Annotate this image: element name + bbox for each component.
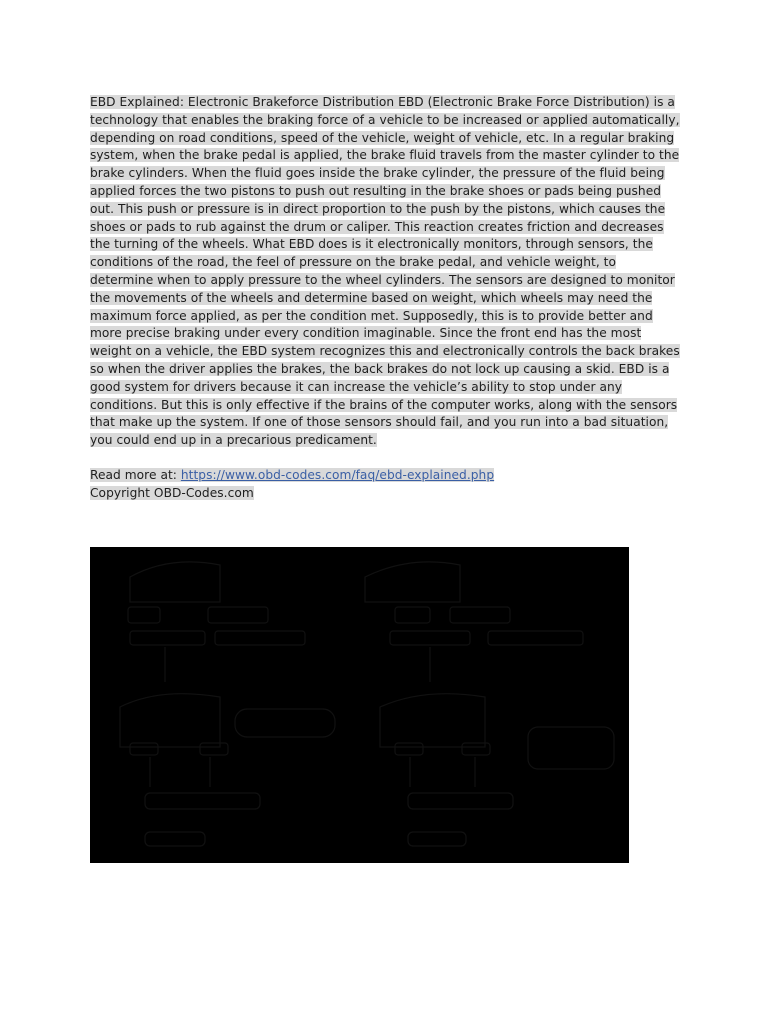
article [90,94,680,503]
diagram-faint-outline [90,547,629,863]
copyright-line [90,485,680,503]
read-more-label: Read more at: [90,467,181,482]
read-more-line [90,467,680,485]
copyright-text: Copyright OBD-Codes.com [90,485,254,500]
read-more-link[interactable]: https://www.obd-codes.com/faq/ebd-explained.php [180,467,495,482]
source-block [90,467,680,503]
article-body [90,94,680,450]
ebd-diagram-image [90,547,629,863]
article-body-text: EBD Explained: Electronic Brakeforce Distribution EBD (Electronic Brake Force Distribution) is a technology that enables the braking force of a vehicle to be increased or applied automatically, depending on road conditions, speed of the vehicle, weight of vehicle, etc. In a regular braking system, when the brake pedal is applied, the brake fluid travels from the master cylinder to the brake cylinders. When the fluid goes inside the brake cylinder, the pressure of the fluid being applied forces the two pistons to push out resulting in the brake shoes or pads being pushed out. This push or pressure is in direct proportion to the push by the pistons, which causes the shoes or pads to rub against the drum or caliper. This reaction creates friction and decreases the turning of the wheels. What EBD does is it electronically monitors, through sensors, the conditions of the road, the feel of pressure on the brake pedal, and vehicle weight, to determine when to apply pressure to the wheel cylinders. The sensors are designed to monitor the movements of the wheels and determine based on weight, which wheels may need the maximum force applied, as per the condition met. Supposedly, this is to provide better and more precise braking under every condition imaginable. Since the front end has the most weight on a vehicle, the EBD system recognizes this and electronically controls the back brakes so when the driver applies the brakes, the back brakes do not lock up causing a skid. EBD is a good system for drivers because it can increase the vehicle’s ability to stop under any conditions. But this is only effective if the brains of the computer works, along with the sensors that make up the system. If one of those sensors should fail, and you run into a bad situation, you could end up in a precarious predicament. [90,95,680,448]
